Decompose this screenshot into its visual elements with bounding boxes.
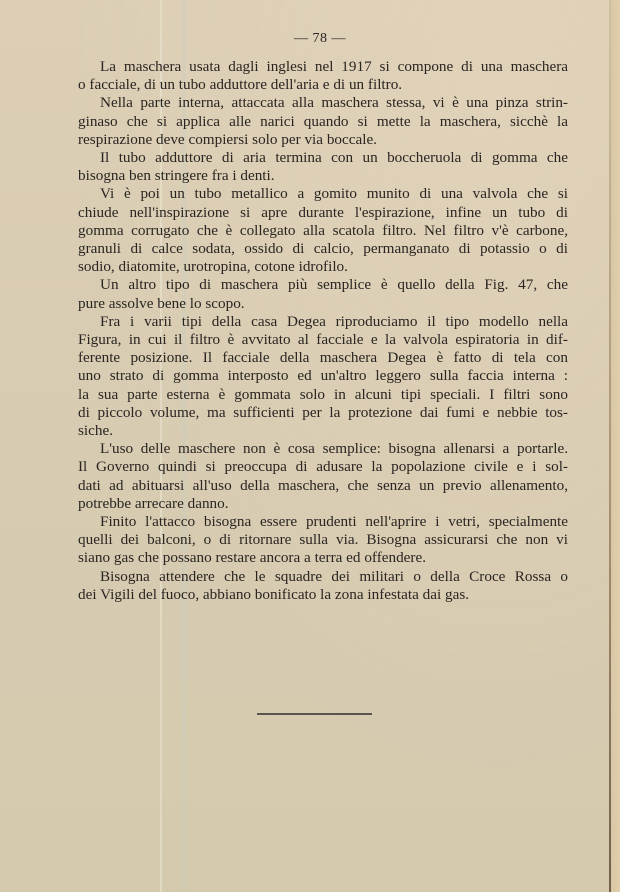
text-line: Nella parte interna, attaccata alla maschera stessa, vi è una pinza strin- <box>100 94 568 112</box>
text-line: Il tubo adduttore di aria termina con un boccheruola di gomma che <box>100 149 568 167</box>
paragraph-wait-decontamination <box>56 568 568 604</box>
text-line: uno strato di gomma interposto ed un'altro leggero sulla faccia interna : <box>78 367 568 385</box>
text-line: ginaso che si applica alle narici quando si mette la maschera, sicchè la <box>78 112 568 130</box>
section-divider-rule <box>257 713 372 715</box>
text-line: la sua parte esterna è gommata solo in alcuni tipi speciali. I filtri sono <box>78 385 568 403</box>
text-line: siche. <box>78 422 114 440</box>
text-line: Fra i varii tipi della casa Degea riproduciamo il tipo modello nella <box>100 312 568 330</box>
text-line: Vi è poi un tubo metallico a gomito munito di una valvola che si <box>100 185 568 203</box>
page-number: — 78 — <box>294 31 346 46</box>
text-line: gomma corrugato che è collegato alla scatola filtro. Nel filtro v'è carbone, <box>78 221 568 239</box>
text-line: La maschera usata dagli inglesi nel 1917 si compone di una maschera <box>100 58 568 75</box>
text-line: respirazione deve compiersi solo per via boccale. <box>78 130 377 148</box>
paragraph-training <box>56 440 568 513</box>
text-line: siano gas che possano restare ancora a terra ed offendere. <box>78 549 427 567</box>
page-fold-edge <box>609 0 611 892</box>
text-line: bisogna ben stringere fra i denti. <box>78 167 275 185</box>
text-line: granuli di calce sodata, ossido di calcio, permanganato di potassio o di <box>78 240 568 258</box>
paragraph-degea-mask <box>56 313 568 440</box>
text-line: Figura, in cui il filtro è avvitato al facciale e la valvola espiratoria in dif- <box>78 331 568 349</box>
text-line: dei Vigili del fuoco, abbiano bonificato la zona infestata dai gas. <box>78 585 470 603</box>
paragraph-mask-composition <box>56 58 568 94</box>
text-line: quelli dei balconi, o di ritornare sulla via. Bisogna assicurarsi che non vi <box>78 531 568 549</box>
text-line: o facciale, di un tubo adduttore dell'aria e di un filtro. <box>78 76 403 94</box>
paragraph-nose-clip <box>56 94 568 149</box>
page-edge-shadow <box>611 0 620 892</box>
paragraph-simpler-mask <box>56 276 568 312</box>
text-line: potrebbe arrecare danno. <box>78 494 229 512</box>
text-line: ferente posizione. Il facciale della maschera Degea è fatto di tela con <box>78 349 568 367</box>
text-line: Finito l'attacco bisogna essere prudenti nell'aprire i vetri, specialmente <box>100 513 568 531</box>
text-line: pure assolve bene lo scopo. <box>78 294 245 312</box>
text-line: Il Governo quindi si preoccupa di adusare la popolazione civile e i sol- <box>78 458 568 476</box>
text-line: dati ad abituarsi all'uso della maschera, che senza un previo allenamento, <box>78 476 568 494</box>
paragraph-mouthpiece <box>56 149 568 185</box>
text-line: di piccolo volume, ma sufficienti per la protezione dai fumi e nebbie tos- <box>78 403 568 421</box>
body-text <box>56 58 568 604</box>
text-line: sodio, diatomite, urotropina, cotone idrofilo. <box>78 258 348 276</box>
text-line: L'uso delle maschere non è cosa semplice: bisogna allenarsi a portarle. <box>100 440 568 458</box>
text-line: Un altro tipo di maschera più semplice è quello della Fig. 47, che <box>100 276 568 294</box>
paragraph-after-attack <box>56 513 568 568</box>
text-line: Bisogna attendere che le squadre dei militari o della Croce Rossa o <box>100 567 568 585</box>
paragraph-valve-filter <box>56 185 568 276</box>
text-line: chiude nell'inspirazione si apre durante l'espirazione, infine un tubo di <box>78 203 568 221</box>
